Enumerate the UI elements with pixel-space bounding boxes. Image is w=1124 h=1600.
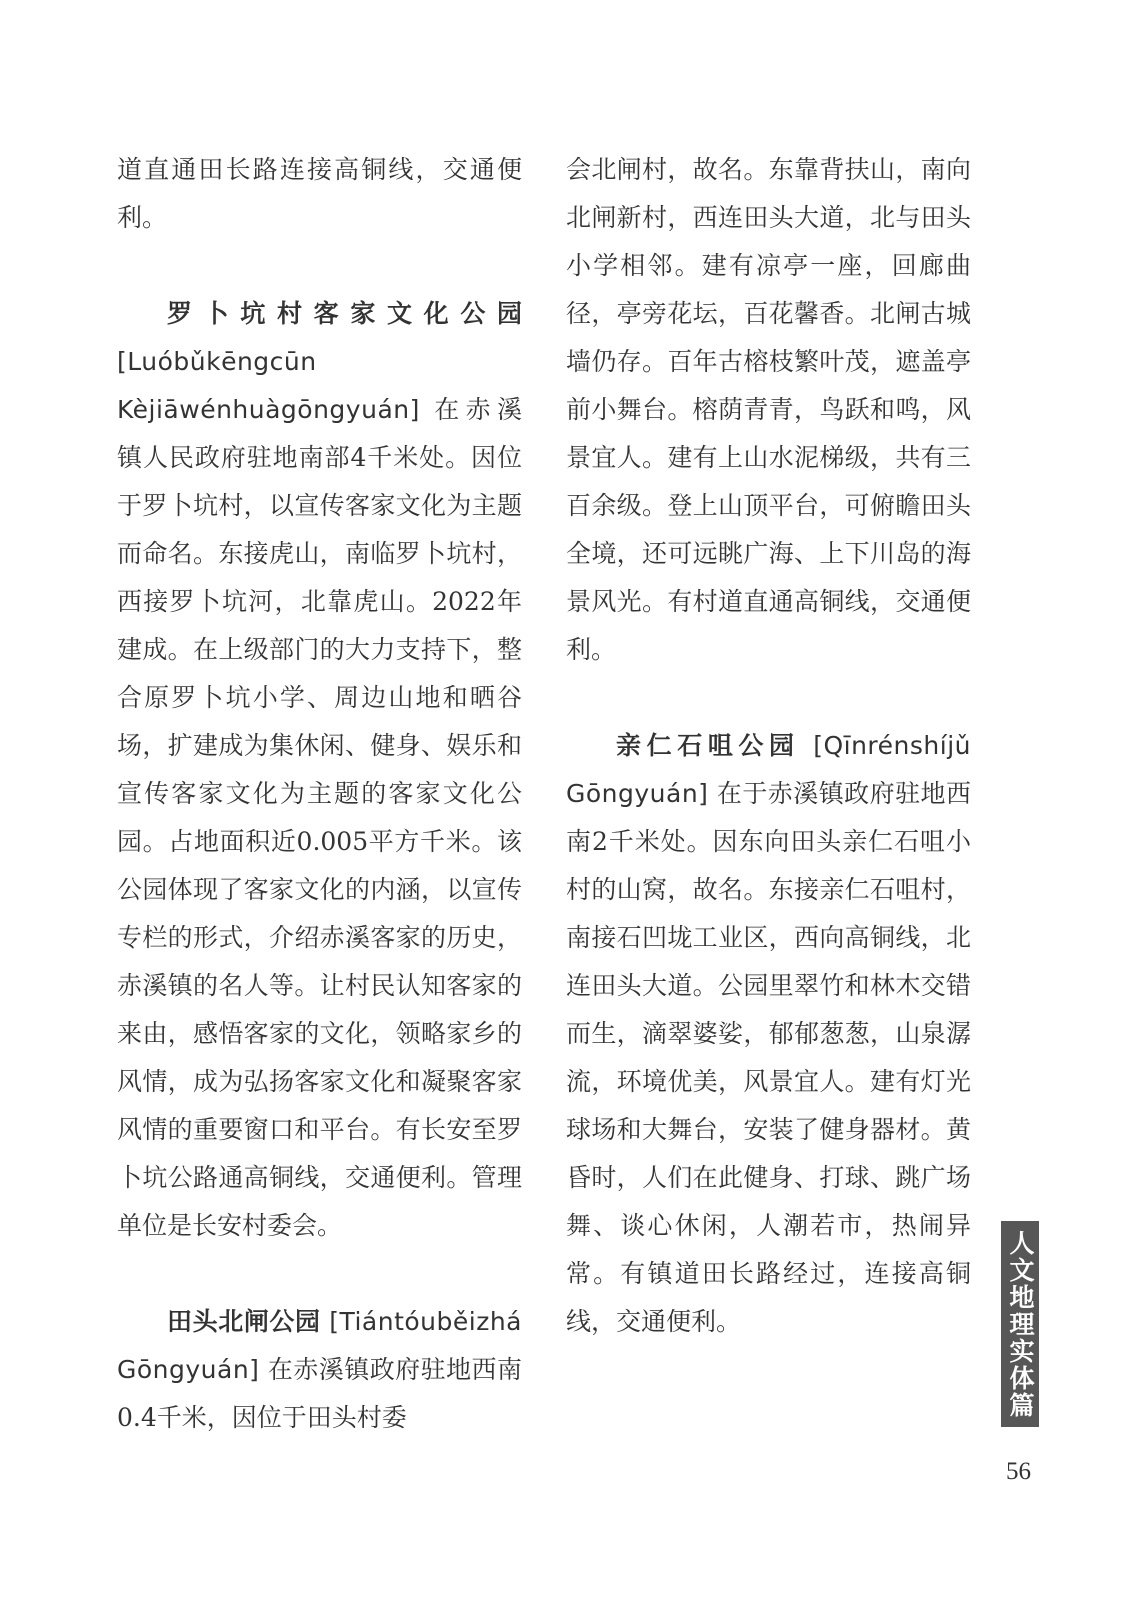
section-side-tab: 人文地理实体篇 — [1001, 1221, 1039, 1427]
page-number: 56 — [1006, 1458, 1031, 1485]
entry-term: 亲仁石咀公园 — [616, 731, 800, 760]
entry-text: 在于赤溪镇政府驻地西南2千米处。因东向田头亲仁石咀小村的山窝，故名。东接亲仁石咀村，南接石凹垅工业区，西向高铜线，北连田头大道。公园里翠竹和林木交错而生，滴翠婆娑，郁郁葱葱，山泉潺流，环境优美，风景宜人。建有灯光球场和大舞台，安装了健身器材。黄昏时，人们在此健身、打球、跳广场舞、谈心休闲，人潮若市，热闹异常。有镇道田长路经过，连接高铜线，交通便利。 — [566, 779, 971, 1336]
entry-luobukeng-park — [117, 290, 522, 1250]
entry-term: 田头北闸公园 — [167, 1307, 321, 1336]
right-column — [566, 146, 971, 1394]
left-column — [117, 146, 522, 1490]
continuation-paragraph: 会北闸村，故名。东靠背扶山，南向北闸新村，西连田头大道，北与田头小学相邻。建有凉亭一座，回廊曲径，亭旁花坛，百花馨香。北闸古城墙仍存。百年古榕枝繁叶茂，遮盖亭前小舞台。榕荫青青，鸟跃和鸣，风景宜人。建有上山水泥梯级，共有三百余级。登上山顶平台，可俯瞻田头全境，还可远眺广海、上下川岛的海景风光。有村道直通高铜线，交通便利。 — [566, 155, 971, 664]
entry-tiantou-beizha-park — [117, 1298, 522, 1442]
entry-term: 罗卜坑村客家文化公园 — [167, 299, 522, 328]
entry-qinren-shiju-park — [566, 722, 971, 1346]
entry-pinyin: [Tiántóuběizhá Gōngyuán] — [117, 1307, 522, 1384]
continuation-paragraph: 道直通田长路连接高铜线，交通便利。 — [117, 155, 522, 232]
entry-pinyin: [Luóbǔkēngcūn Kèjiāwénhuàgōngyuán] — [117, 347, 420, 424]
entry-text: 在赤溪镇政府驻地西南0.4千米，因位于田头村委 — [117, 1355, 522, 1432]
entry-pinyin: [Qīnrénshíjǔ Gōngyuán] — [566, 731, 971, 808]
entry-text: 在赤溪镇人民政府驻地南部4千米处。因位于罗卜坑村，以宣传客家文化为主题而命名。东接虎山，南临罗卜坑村，西接罗卜坑河，北靠虎山。2022年建成。在上级部门的大力支持下，整合原罗卜坑小学、周边山地和晒谷场，扩建成为集休闲、健身、娱乐和宣传客家文化为主题的客家文化公园。占地面积近0.005平方千米。该公园体现了客家文化的内涵，以宣传专栏的形式，介绍赤溪客家的历史，赤溪镇的名人等。让村民认知客家的来由，感悟客家的文化，领略家乡的风情，成为弘扬客家文化和凝聚客家风情的重要窗口和平台。有长安至罗卜坑公路通高铜线，交通便利。管理单位是长安村委会。 — [117, 395, 522, 1240]
